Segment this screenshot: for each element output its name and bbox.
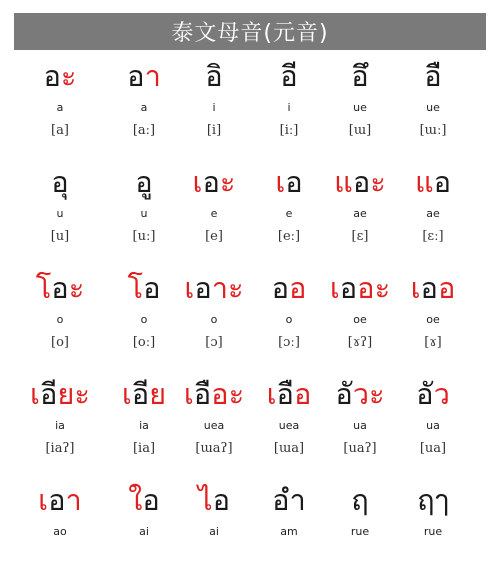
vowel-cell: [398, 268, 468, 352]
glyph-part: โ: [127, 271, 144, 305]
thai-vowel-glyph: [109, 480, 179, 520]
thai-vowel-glyph: [25, 374, 95, 414]
ipa-transcription: [uː]: [132, 229, 156, 244]
glyph-part: ะ: [60, 59, 77, 93]
vowel-cell: [25, 268, 95, 352]
glyph-part: โ: [35, 271, 52, 305]
vowel-row: [0, 374, 500, 480]
glyph-part: อ: [352, 165, 371, 199]
glyph-part: ีย: [149, 377, 167, 411]
vowel-row: [0, 56, 500, 162]
glyph-part: เ: [38, 483, 49, 517]
thai-vowel-glyph: [398, 268, 468, 308]
glyph-part: อ: [272, 483, 306, 517]
glyph-part: ียะ: [57, 377, 90, 411]
ipa-transcription: [ia]: [132, 441, 156, 456]
ipa-transcription: [ɯː]: [419, 123, 447, 138]
romanization: oe: [353, 313, 367, 326]
thai-vowel-glyph: [179, 162, 249, 202]
glyph-part: เ: [30, 377, 40, 411]
thai-vowel-glyph: [398, 480, 468, 520]
thai-vowel-glyph: [254, 162, 324, 202]
romanization: rue: [423, 525, 443, 538]
glyph-part: อ: [339, 271, 358, 305]
vowel-cell: [254, 162, 324, 246]
glyph-part: เ: [275, 165, 286, 199]
romanization: i: [287, 101, 291, 114]
glyph-part: วะ: [352, 377, 385, 411]
thai-vowel-glyph: [398, 374, 468, 414]
romanization: o: [140, 313, 148, 326]
ipa-transcription: [a]: [51, 123, 69, 138]
romanization: e: [210, 207, 218, 220]
vowel-grid: [0, 56, 500, 586]
glyph-part: อ: [271, 271, 289, 305]
glyph-part: อ: [142, 483, 160, 517]
vowel-cell: [325, 268, 395, 352]
vowel-cell: [325, 56, 395, 140]
romanization: ai: [139, 525, 149, 538]
glyph-part: อ: [437, 271, 456, 305]
vowel-cell: [254, 374, 324, 458]
glyph-part: อั: [416, 377, 434, 411]
vowel-cell: [325, 374, 395, 458]
thai-vowel-glyph: [109, 162, 179, 202]
glyph-part: แ: [414, 165, 434, 199]
glyph-part: เ: [192, 165, 203, 199]
glyph-part: เ: [410, 271, 421, 305]
thai-vowel-glyph: [325, 268, 395, 308]
page-title: 泰文母音(元音): [171, 21, 329, 46]
vowel-cell: [25, 56, 95, 140]
thai-vowel-glyph: [25, 268, 95, 308]
glyph-part: อ: [212, 483, 230, 517]
vowel-cell: [254, 480, 324, 564]
glyph-part: า: [65, 483, 82, 517]
ipa-transcription: [25, 546, 95, 564]
thai-vowel-glyph: [325, 56, 395, 96]
ipa-transcription: [eː]: [277, 229, 301, 244]
thai-vowel-glyph: [325, 480, 395, 520]
ipa-transcription: [179, 546, 249, 564]
thai-vowel-glyph: [25, 480, 95, 520]
glyph-part: เ: [121, 377, 132, 411]
romanization: rue: [350, 525, 370, 538]
glyph-part: อ: [289, 271, 307, 305]
thai-vowel-glyph: [325, 162, 395, 202]
vowel-cell: [25, 480, 95, 564]
ipa-transcription: [ɤ]: [424, 335, 442, 350]
romanization: ia: [139, 419, 149, 432]
ipa-transcription: [ɔː]: [278, 335, 300, 350]
glyph-part: ไ: [197, 483, 213, 517]
ipa-transcription: [398, 546, 468, 564]
glyph-part: ฤ: [351, 483, 369, 517]
ipa-transcription: [109, 546, 179, 564]
ipa-transcription: [uaʔ]: [343, 441, 377, 456]
romanization: ua: [426, 419, 440, 432]
glyph-part: อ: [420, 271, 438, 305]
romanization: a: [56, 101, 64, 114]
vowel-cell: [179, 374, 249, 458]
glyph-part: อี: [280, 59, 298, 93]
vowel-cell: [179, 162, 249, 246]
ipa-transcription: [i]: [206, 123, 222, 138]
glyph-part: ือ: [293, 377, 312, 411]
thai-vowel-glyph: [179, 374, 249, 414]
glyph-part: อ: [276, 377, 294, 411]
romanization: ue: [426, 101, 440, 114]
romanization: ua: [353, 419, 367, 432]
glyph-part: ะ: [370, 165, 386, 199]
ipa-transcription: [oː]: [132, 335, 156, 350]
glyph-part: อ: [39, 377, 58, 411]
glyph-part: ใ: [128, 483, 143, 517]
ipa-transcription: [ɛ]: [351, 229, 369, 244]
glyph-part: เ: [329, 271, 340, 305]
thai-vowel-glyph: [254, 480, 324, 520]
vowel-cell: [109, 374, 179, 458]
vowel-cell: [109, 268, 179, 352]
glyph-part: อ: [131, 377, 150, 411]
romanization: u: [140, 207, 148, 220]
glyph-part: ือะ: [211, 377, 245, 411]
glyph-part: อ: [127, 59, 145, 93]
vowel-cell: [398, 480, 468, 564]
thai-vowel-glyph: [179, 56, 249, 96]
vowel-cell: [25, 374, 95, 458]
glyph-part: ะ: [219, 165, 236, 199]
glyph-part: อ: [285, 165, 303, 199]
glyph-part: เ: [184, 271, 195, 305]
ipa-transcription: [aː]: [132, 123, 156, 138]
thai-vowel-glyph: [398, 56, 468, 96]
romanization: o: [56, 313, 64, 326]
thai-vowel-glyph: [25, 56, 95, 96]
romanization: ae: [353, 207, 367, 220]
vowel-cell: [325, 480, 395, 564]
thai-vowel-glyph: [254, 374, 324, 414]
thai-vowel-glyph: [398, 162, 468, 202]
ipa-transcription: [ɔ]: [205, 335, 223, 350]
romanization: oe: [426, 313, 440, 326]
thai-vowel-glyph: [179, 480, 249, 520]
glyph-part: ว: [433, 377, 450, 411]
romanization: o: [210, 313, 218, 326]
romanization: a: [140, 101, 148, 114]
vowel-cell: [254, 56, 324, 140]
vowel-cell: [398, 374, 468, 458]
romanization: ai: [209, 525, 219, 538]
ipa-transcription: [iaʔ]: [45, 441, 75, 456]
glyph-part: อ: [193, 377, 212, 411]
ipa-transcription: [ɯaʔ]: [195, 441, 233, 456]
thai-vowel-glyph: [25, 162, 95, 202]
glyph-part: อะ: [357, 271, 391, 305]
vowel-cell: [179, 480, 249, 564]
ipa-transcription: [ɯa]: [273, 441, 305, 456]
romanization: e: [285, 207, 293, 220]
vowel-cell: [179, 56, 249, 140]
glyph-part: อ: [433, 165, 452, 199]
glyph-part: เ: [266, 377, 277, 411]
thai-vowel-glyph: [109, 56, 179, 96]
vowel-cell: [398, 56, 468, 140]
glyph-part: อ: [51, 271, 69, 305]
ipa-transcription: [254, 546, 324, 564]
glyph-part: าะ: [211, 271, 244, 305]
vowel-cell: [109, 56, 179, 140]
glyph-part: อื: [424, 59, 442, 93]
thai-vowel-glyph: [254, 268, 324, 308]
glyph-part: อั: [335, 377, 353, 411]
ipa-transcription: [325, 546, 395, 564]
romanization: i: [212, 101, 216, 114]
romanization: ae: [426, 207, 440, 220]
glyph-part: อิ: [205, 59, 223, 93]
thai-vowel-glyph: [109, 268, 179, 308]
glyph-part: อ: [194, 271, 212, 305]
romanization: u: [56, 207, 64, 220]
vowel-cell: [25, 162, 95, 246]
glyph-part: ะ: [68, 271, 85, 305]
vowel-row: [0, 162, 500, 268]
page-header: [14, 13, 486, 50]
romanization: uea: [203, 419, 225, 432]
romanization: o: [285, 313, 293, 326]
ipa-transcription: [ɯ]: [348, 123, 372, 138]
thai-vowel-glyph: [254, 56, 324, 96]
glyph-part: อึ: [351, 59, 369, 93]
glyph-part: อ: [48, 483, 66, 517]
ipa-transcription: [ɛː]: [422, 229, 444, 244]
glyph-part: เ: [183, 377, 194, 411]
vowel-cell: [325, 162, 395, 246]
vowel-row: [0, 268, 500, 374]
romanization: ao: [53, 525, 67, 538]
thai-vowel-glyph: [179, 268, 249, 308]
thai-vowel-glyph: [325, 374, 395, 414]
ipa-transcription: [ua]: [419, 441, 447, 456]
glyph-part: า: [144, 59, 161, 93]
vowel-cell: [254, 268, 324, 352]
ipa-transcription: [ɤʔ]: [347, 335, 373, 350]
vowel-cell: [109, 162, 179, 246]
romanization: am: [280, 525, 298, 538]
glyph-part: แ: [334, 165, 353, 199]
glyph-part: อ: [43, 59, 61, 93]
romanization: ue: [353, 101, 367, 114]
vowel-cell: [179, 268, 249, 352]
glyph-part: อู: [135, 165, 153, 199]
glyph-part: อ: [202, 165, 220, 199]
ipa-transcription: [iː]: [279, 123, 299, 138]
vowel-cell: [109, 480, 179, 564]
ipa-transcription: [u]: [50, 229, 70, 244]
ipa-transcription: [e]: [205, 229, 223, 244]
romanization: uea: [278, 419, 300, 432]
glyph-part: อุ: [51, 165, 69, 199]
romanization: ia: [55, 419, 65, 432]
glyph-part: อ: [143, 271, 161, 305]
thai-vowel-glyph: [109, 374, 179, 414]
ipa-transcription: [o]: [51, 335, 69, 350]
vowel-row: [0, 480, 500, 586]
vowel-cell: [398, 162, 468, 246]
glyph-part: ฤๅ: [417, 483, 449, 517]
